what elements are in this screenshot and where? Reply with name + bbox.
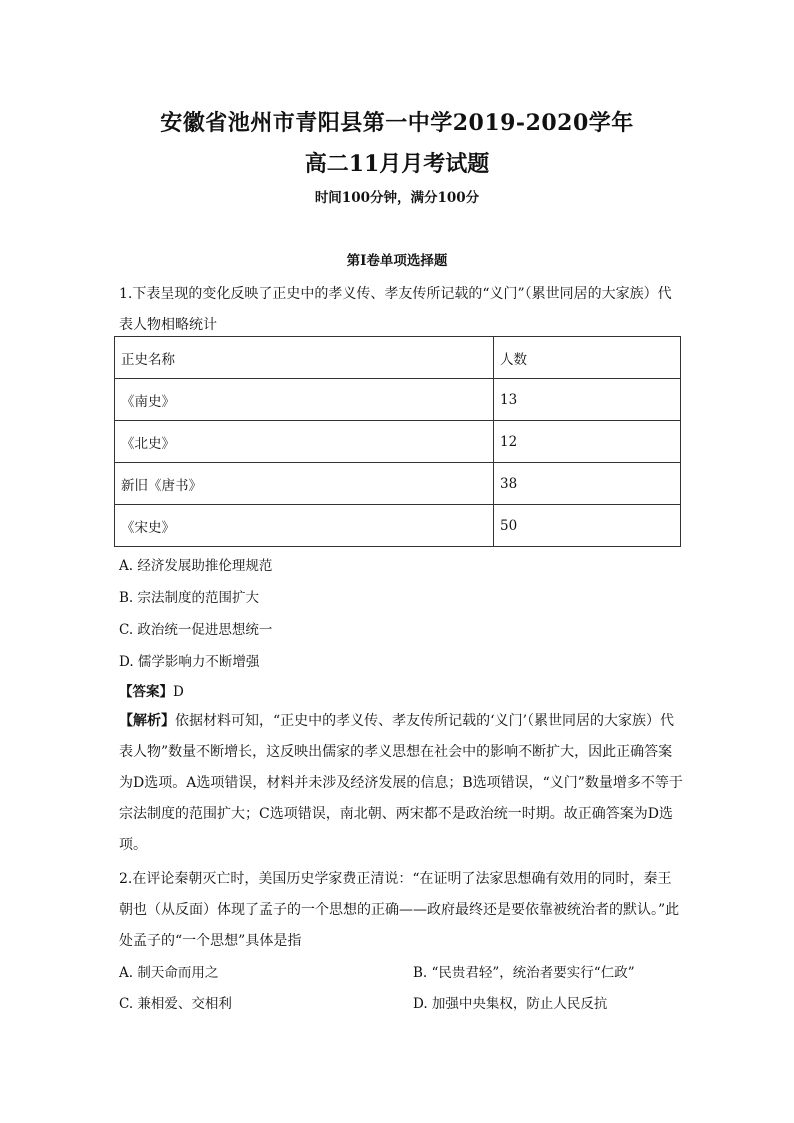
table-cell: 50 xyxy=(494,505,681,547)
analysis-text: 依据材料可知，“正史中的孝义传、孝友传所记载的‘义门’（累世同居的大家族）代表人物”数量不断增长，这反映出儒家的孝义思想在社会中的影响不断扩大，因此正确答案为D选项。A选项错误，材料并未涉及经济发展的信息；B选项错误，“义门”数量增多不等于宗法制度的范围扩大；C选项错误，南北朝、两宋都不是政治统一时期。故正确答案为D选项。 xyxy=(119,713,683,853)
table-row xyxy=(115,463,681,505)
question-1-answer xyxy=(119,680,184,700)
document-title: 安徽省池州市青阳县第一中学2019-2020学年 xyxy=(160,110,634,136)
analysis-label: 【解析】 xyxy=(119,713,175,729)
table-row xyxy=(115,421,681,463)
table-cell: 《南史》 xyxy=(115,379,494,421)
table-row xyxy=(115,379,681,421)
table-header-row xyxy=(115,337,681,379)
section-title: 第Ⅰ卷单项选择题 xyxy=(346,253,448,269)
question-1-option-d: D. 儒学影响力不断增强 xyxy=(119,654,260,670)
statistics-table xyxy=(114,336,681,547)
table-cell: 38 xyxy=(494,463,681,505)
question-2-stem: 2.在评论秦朝灭亡时，美国历史学家费正清说：“在证明了法家思想确有效用的同时，秦王朝也（从反面）体现了孟子的一个思想的正确——政府最终还是要依靠被统治者的默认。”此处孟子的“一个思想”具体是指 xyxy=(119,871,680,949)
question-2-option-c: C. 兼相爱、交相利 xyxy=(119,996,232,1012)
table-cell: 13 xyxy=(494,379,681,421)
table-cell: 12 xyxy=(494,421,681,463)
document-subtitle-title: 高二11月月考试题 xyxy=(304,151,490,177)
answer-value: D xyxy=(173,684,184,700)
question-1-stem: 1.下表呈现的变化反映了正史中的孝义传、孝友传所记载的“义门”（累世同居的大家族）代表人物相略统计 xyxy=(119,286,672,333)
question-2-option-d: D. 加强中央集权，防止人民反抗 xyxy=(413,996,608,1012)
exam-time-info: 时间100分钟，满分100分 xyxy=(314,190,480,206)
question-1-option-b: B. 宗法制度的范围扩大 xyxy=(119,590,260,606)
question-1-option-a: A. 经济发展助推伦理规范 xyxy=(119,558,273,574)
table-row xyxy=(115,505,681,547)
question-2-option-a: A. 制天命而用之 xyxy=(119,965,219,981)
table-cell: 新旧《唐书》 xyxy=(115,463,494,505)
question-1-option-c: C. 政治统一促进思想统一 xyxy=(119,622,273,638)
question-1-analysis xyxy=(119,706,684,861)
answer-label: 【答案】 xyxy=(119,684,173,700)
table-header-cell: 人数 xyxy=(494,337,681,379)
table-header-cell: 正史名称 xyxy=(115,337,494,379)
question-2-option-b: B. “民贵君轻”，统治者要实行“仁政” xyxy=(413,965,635,981)
table-cell: 《宋史》 xyxy=(115,505,494,547)
table-cell: 《北史》 xyxy=(115,421,494,463)
